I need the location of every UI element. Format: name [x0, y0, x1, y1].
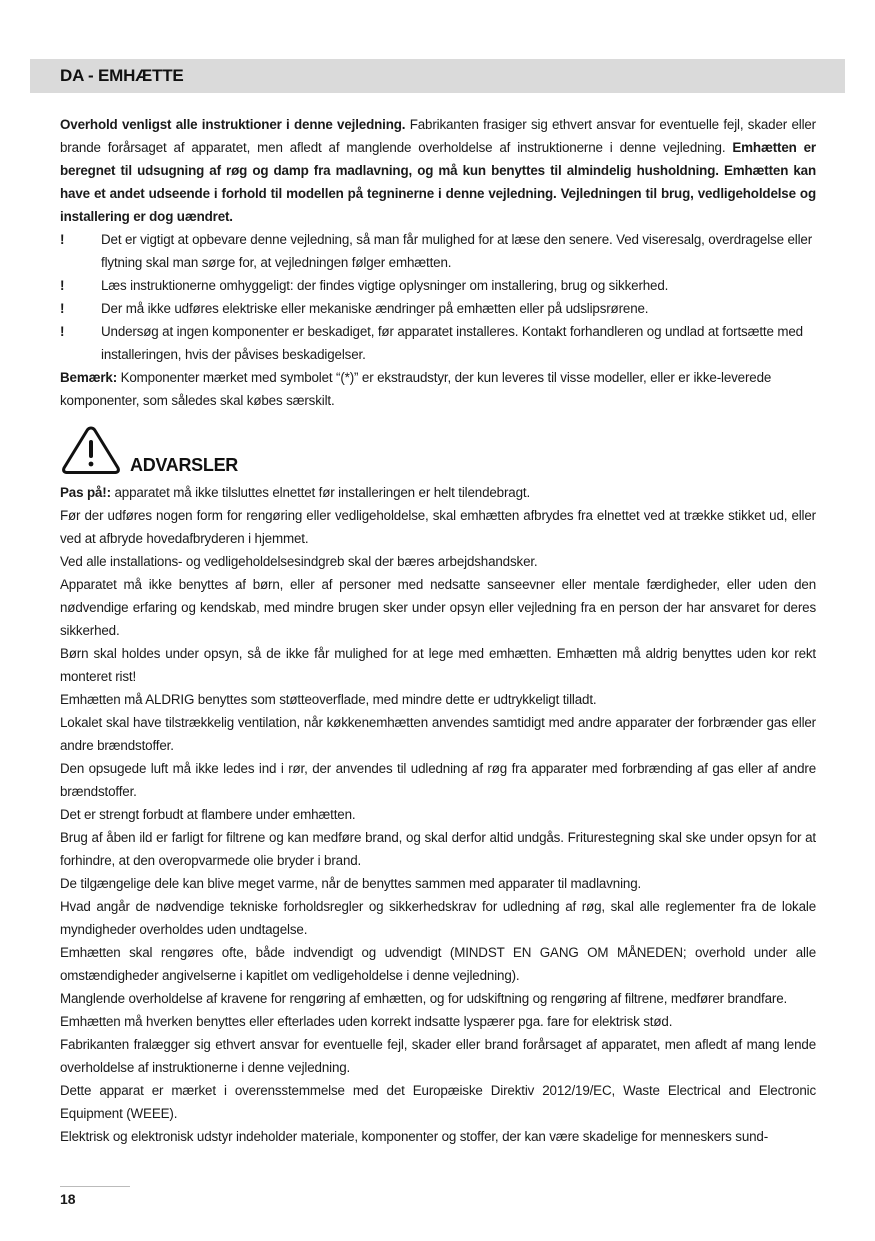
exclamation-mark: !: [60, 232, 65, 247]
exclamation-mark: !: [60, 324, 65, 339]
footer-divider: [60, 1186, 130, 1187]
warning-paragraph: Lokalet skal have tilstrækkelig ventilation, når køkkenemhætten anvendes samtidigt med andre apparater der forbrænder gas eller andre brændstoffer.: [60, 715, 816, 753]
warning-paragraph: Manglende overholdelse af kravene for rengøring af emhætten, og for udskiftning og rengøring af filtrene, medfører brandfare.: [60, 991, 788, 1006]
warning-paragraph: Dette apparat er mærket i overensstemmelse med det Europæiske Direktiv 2012/19/EC, Waste Electrical and Electronic Equipment (WEEE).: [60, 1083, 816, 1121]
warning-paragraph: Før der udføres nogen form for rengøring eller vedligeholdelse, skal emhætten afbrydes fra elnettet ved at trække stikket ud, eller ved at afbryde hovedafbryderen i hjemmet.: [60, 508, 816, 546]
warnings-heading: [60, 424, 820, 480]
list-item: [60, 320, 816, 366]
section-title: DA - EMHÆTTE: [60, 66, 184, 85]
page-number: 18: [60, 1191, 76, 1207]
warning-paragraph: Emhætten må ALDRIG benyttes som støtteoverflade, med mindre dette er udtrykkeligt tilladt.: [60, 692, 597, 707]
warning-paragraph: De tilgængelige dele kan blive meget varme, når de benyttes sammen med apparater til madlavning.: [60, 876, 642, 891]
caution-paragraph: [60, 481, 816, 504]
note-paragraph: [60, 366, 816, 412]
note-text: Komponenter mærket med symbolet “(*)” er ekstraudstyr, der kun leveres til visse modeller, eller er ikke-leverede komponenter, som således skal købes særskilt.: [60, 370, 772, 408]
caution-label: Pas på!:: [60, 485, 111, 500]
intro-usage: Emhætten er beregnet til udsugning af røg og damp fra madlavning, og må kun benyttes til almindelig husholdning. Emhætten kan have et andet udseende i forhold til modellen på tegninerne i denne vejledning. Vejledningen til brug, vedligeholdelse og installering er dog uændret.: [60, 140, 816, 224]
warning-paragraph: Den opsugede luft må ikke ledes ind i rør, der anvendes til udledning af røg fra apparater med forbrænding af gas eller af andre brændstoffer.: [60, 761, 816, 799]
warning-paragraph: Det er strengt forbudt at flambere under emhætten.: [60, 807, 356, 822]
list-item-text: Undersøg at ingen komponenter er beskadiget, før apparatet installeres. Kontakt forhandleren og undlad at fortsætte med installeringen, hvis der påvises beskadigelser.: [101, 324, 803, 362]
intro-lead: Overhold venligst alle instruktioner i denne vejledning.: [60, 117, 406, 132]
warning-paragraph: Fabrikanten fralægger sig ethvert ansvar for eventuelle fejl, skader eller brand forårsaget af apparatet, men afledt af mang lende overholdelse af instruktionerne i denne vejledning.: [60, 1037, 816, 1075]
section-header-bar: [30, 59, 845, 93]
warning-paragraph: Emhætten må hverken benyttes eller efterlades uden korrekt indsatte lyspærer pga. fare for elektrisk stød.: [60, 1014, 673, 1029]
list-item: [60, 228, 816, 274]
list-item: [60, 274, 816, 297]
warning-paragraph: Hvad angår de nødvendige tekniske forholdsregler og sikkerhedskrav for udledning af røg, skal alle reglementer fra de lokale myndigheder overholdes uden undtagelse.: [60, 899, 816, 937]
instruction-list: [60, 228, 816, 366]
list-item-text: Læs instruktionerne omhyggeligt: der findes vigtige oplysninger om installering, brug og sikkerhed.: [101, 278, 669, 293]
intro-paragraph: [60, 113, 816, 228]
exclamation-mark: !: [60, 278, 65, 293]
warnings-title: ADVARSLER: [130, 455, 238, 475]
intro-disclaimer: Fabrikanten frasiger sig ethvert ansvar for eventuelle fejl, skader eller brande forårsaget af apparatet, men afledt af manglende overholdelse af instruktionerne i denne vejledning.: [60, 117, 816, 155]
warning-paragraph: Apparatet må ikke benyttes af børn, eller af personer med nedsatte sanseevner eller mentale færdigheder, eller uden den nødvendige erfaring og kendskab, med mindre brugen sker under opsyn eller vejledning fra en person der har ansvaret for deres sikkerhed.: [60, 577, 816, 638]
exclamation-mark: !: [60, 301, 65, 316]
warning-paragraph: Brug af åben ild er farligt for filtrene og kan medføre brand, og skal derfor altid undgås. Friturestegning skal ske under opsyn for at forhindre, at den overopvarmede olie bryder i brand.: [60, 830, 816, 868]
warning-paragraph: Elektrisk og elektronisk udstyr indeholder materiale, komponenter og stoffer, der kan være skadelige for menneskers sund-: [60, 1129, 769, 1144]
warning-paragraph: Ved alle installations- og vedligeholdelsesindgreb skal der bæres arbejdshandsker.: [60, 554, 538, 569]
list-item-text: Der må ikke udføres elektriske eller mekaniske ændringer på emhætten eller på udslipsrørene.: [101, 301, 649, 316]
warning-paragraph: Børn skal holdes under opsyn, så de ikke får mulighed for at lege med emhætten. Emhætten må aldrig benyttes uden kor rekt monteret rist!: [60, 646, 816, 684]
note-label: Bemærk:: [60, 370, 117, 385]
warning-triangle-icon: [60, 424, 122, 476]
caution-text: apparatet må ikke tilsluttes elnettet før installeringen er helt tilendebragt.: [110, 485, 531, 500]
warning-paragraph: Emhætten skal rengøres ofte, både indvendigt og udvendigt (MINDST EN GANG OM MÅNEDEN; overhold under alle omstændigheder angivelserne i kapitlet om vedligeholdelse i denne vejledning).: [60, 945, 816, 983]
intro-section: [60, 113, 816, 412]
list-item: [60, 297, 816, 320]
warnings-section: [60, 481, 816, 1148]
list-item-text: Det er vigtigt at opbevare denne vejledning, så man får mulighed for at læse den senere. Ved viseresalg, overdragelse eller flytning skal man sørge for, at vejledningen følger emhætten.: [101, 232, 813, 270]
